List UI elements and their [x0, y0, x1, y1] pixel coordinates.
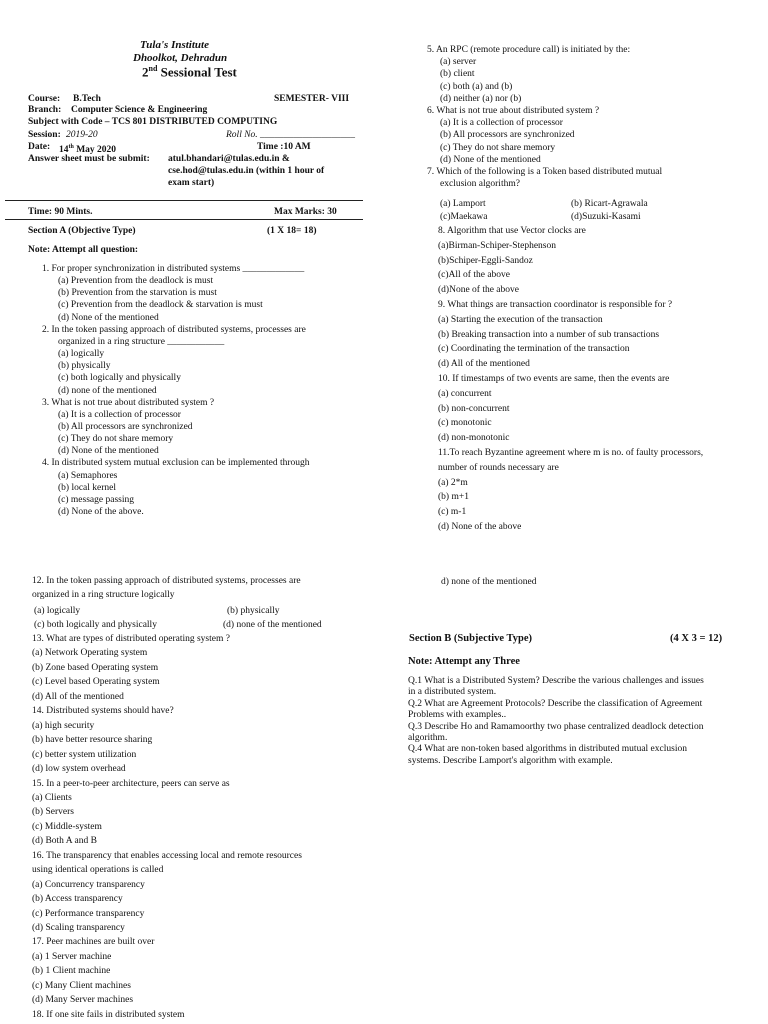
q12-option-d: (d) none of the mentioned — [223, 620, 322, 630]
question-line: (d) Both A and B — [32, 836, 97, 847]
question-line: (d) None of the mentioned — [58, 312, 159, 323]
question-line: (c) both (a) and (b) — [440, 81, 513, 92]
question-line: (b) Prevention from the starvation is must — [58, 288, 217, 299]
submit-note: exam start) — [168, 178, 215, 188]
divider-bottom — [5, 219, 363, 220]
question-line: 13. What are types of distributed operating system ? — [32, 634, 230, 644]
question-line: (c) Many Client machines — [32, 980, 131, 991]
question-line: (c) message passing — [58, 494, 134, 505]
question-line: 6. What is not true about distributed system ? — [427, 106, 600, 116]
question-line: (b) physically — [58, 361, 111, 372]
question-line: 7. Which of the following is a Token based distributed mutual — [427, 167, 663, 177]
question-line: 1. For proper synchronization in distributed systems _____________ — [42, 264, 305, 274]
question-line: 16. The transparency that enables accessing local and remote resources — [32, 850, 302, 861]
question-line: (d) None of the mentioned — [58, 446, 159, 457]
q18-option-d: d) none of the mentioned — [441, 577, 537, 587]
question-line: (b) client — [440, 69, 475, 80]
question-line: (b) have better resource sharing — [32, 735, 153, 746]
q12-option-a: (a) logically — [34, 606, 81, 616]
q7-option-b: (b) Ricart-Agrawala — [571, 199, 648, 209]
question-line: (b)Schiper-Eggli-Sandoz — [438, 255, 533, 266]
semester: SEMESTER- VIII — [274, 94, 350, 104]
question-line: 17. Peer machines are built over — [32, 937, 155, 948]
question-line: 18. If one site fails in distributed system — [32, 1009, 185, 1020]
test-title: 2nd Sessional Test — [142, 64, 237, 80]
course-value: B.Tech — [73, 94, 101, 104]
q7-option-d: (d)Suzuki-Kasami — [571, 212, 641, 222]
subject: Subject with Code – TCS 801 DISTRIBUTED COMPUTING — [28, 117, 278, 127]
date-label: Date: — [28, 142, 51, 152]
question-line: (c)All of the above — [438, 270, 511, 281]
question-line: (b) Zone based Operating system — [32, 662, 159, 673]
question-line: (d) low system overhead — [32, 764, 126, 775]
course-label: Course: — [28, 94, 61, 104]
question-line: (d) None of the above — [438, 522, 522, 532]
question-line: (a) high security — [32, 720, 95, 731]
question-line: (a) Semaphores — [58, 470, 118, 481]
section-a-title: Section A (Objective Type) — [28, 226, 136, 236]
question-line: (c) They do not share memory — [58, 434, 174, 445]
question-line: (a) server — [440, 57, 477, 68]
question-line: 5. An RPC (remote procedure call) is initiated by the: — [427, 45, 631, 55]
question-line: (b) Access transparency — [32, 894, 123, 905]
question-line: (c) Level based Operating system — [32, 677, 160, 688]
question-line: (b) non-concurrent — [438, 403, 510, 414]
question-line: organized in a ring structure logically — [32, 590, 175, 600]
submit-label: Answer sheet must be submit: — [28, 154, 150, 164]
question-line: 15. In a peer-to-peer architecture, peers can serve as — [32, 778, 230, 789]
question-line: organized in a ring structure ____________ — [58, 336, 225, 347]
institute-name: Tula's Institute — [140, 39, 209, 51]
subjective-line: algorithm. — [408, 733, 448, 743]
question-line: (d) None of the above. — [58, 507, 144, 517]
section-a-marks: (1 X 18= 18) — [267, 226, 317, 236]
section-a-note: Note: Attempt all question: — [28, 245, 139, 255]
question-line: (d) neither (a) nor (b) — [440, 93, 522, 104]
subjective-line: in a distributed system. — [408, 687, 497, 698]
question-line: using identical operations is called — [32, 865, 164, 876]
question-line: 3. What is not true about distributed system ? — [42, 397, 215, 408]
question-line: (a) Network Operating system — [32, 648, 148, 659]
question-line: (c) both logically and physically — [58, 373, 181, 384]
session-value: 2019-20 — [66, 130, 98, 140]
question-line: (c) monotonic — [438, 418, 492, 429]
divider-top — [5, 200, 363, 201]
session-label: Session: — [28, 130, 61, 140]
question-line: (c) They do not share memory — [440, 142, 556, 153]
question-line: (b) m+1 — [438, 492, 469, 503]
section-b-note: Note: Attempt any Three — [408, 656, 520, 667]
q7-option-c: (c)Maekawa — [440, 212, 488, 222]
question-line: (b) Breaking transaction into a number of sub transactions — [438, 329, 660, 340]
question-line: (d) All of the mentioned — [32, 691, 124, 702]
question-line: (c) Middle-system — [32, 821, 102, 832]
question-line: (b) All processors are synchronized — [58, 421, 193, 432]
submit-email-1: atul.bhandari@tulas.edu.in & — [168, 154, 290, 164]
q7-option-a: (a) Lamport — [440, 199, 486, 209]
duration: Time: 90 Mints. — [28, 207, 93, 217]
question-line: (a) 1 Server machine — [32, 951, 112, 962]
question-line: (c) Performance transparency — [32, 908, 145, 919]
question-line: (a) Clients — [32, 792, 72, 803]
section-b-title: Section B (Subjective Type) — [409, 633, 532, 644]
subjective-line: Q.1 What is a Distributed System? Describe the various challenges and issues — [408, 676, 704, 686]
question-line: (b) Servers — [32, 807, 74, 818]
subjective-line: Q.2 What are Agreement Protocols? Describe the classification of Agreement — [408, 698, 703, 709]
subjective-line: Q.3 Describe Ho and Ramamoorthy two phase centralized deadlock detection — [408, 721, 704, 732]
question-line: (a) It is a collection of processor — [58, 409, 181, 420]
question-line: 2. In the token passing approach of distributed systems, processes are — [42, 324, 306, 335]
question-line: (a) Concurrency transparency — [32, 879, 145, 890]
question-line: (d) All of the mentioned — [438, 359, 530, 370]
subjective-line: Q.4 What are non-token based algorithms in distributed mutual exclusion — [408, 744, 687, 755]
question-line: (c) Prevention from the deadlock & starvation is must — [58, 300, 263, 311]
question-line: (d) none of the mentioned — [58, 385, 157, 396]
question-line: (a) logically — [58, 349, 105, 360]
question-line: (b) 1 Client machine — [32, 966, 111, 977]
question-line: (d) Many Server machines — [32, 995, 134, 1006]
section-b-marks: (4 X 3 = 12) — [670, 633, 723, 644]
exam-time: Time :10 AM — [257, 142, 311, 152]
question-line: (a) concurrent — [438, 388, 492, 399]
question-line: (d) None of the mentioned — [440, 154, 541, 165]
question-line: (b) local kernel — [58, 482, 117, 493]
roll-number: Roll No. ____________________ — [226, 130, 356, 140]
q12-option-c: (c) both logically and physically — [34, 620, 157, 630]
question-line: (c) Coordinating the termination of the transaction — [438, 344, 630, 355]
subjective-line: systems. Describe Lamport's algorithm with example. — [408, 755, 613, 766]
submit-email-2: cse.hod@tulas.edu.in (within 1 hour of — [168, 166, 325, 176]
question-line: (a) It is a collection of processor — [440, 118, 563, 129]
question-line: 14. Distributed systems should have? — [32, 706, 174, 717]
question-line: (d)None of the above — [438, 285, 519, 296]
max-marks: Max Marks: 30 — [274, 207, 337, 217]
question-line: number of rounds necessary are — [438, 462, 559, 473]
question-line: (d) non-monotonic — [438, 433, 510, 444]
question-line: (c) better system utilization — [32, 749, 137, 760]
branch-label: Branch: — [28, 105, 62, 115]
q12-option-b: (b) physically — [227, 606, 280, 616]
date-value: 14th May 2020 — [59, 144, 117, 156]
question-line: 4. In distributed system mutual exclusion can be implemented through — [42, 458, 310, 469]
question-line: (a) Starting the execution of the transaction — [438, 314, 603, 325]
question-line: exclusion algorithm? — [440, 179, 520, 190]
question-line: 11.To reach Byzantine agreement where m is no. of faulty processors, — [438, 448, 704, 458]
question-line: (a)Birman-Schiper-Stephenson — [438, 240, 556, 251]
subjective-line: Problems with examples.. — [408, 710, 507, 721]
question-line: (c) m-1 — [438, 507, 467, 518]
question-line: 9. What things are transaction coordinator is responsible for ? — [438, 300, 673, 310]
question-line: (a) Prevention from the deadlock is must — [58, 276, 214, 287]
question-line: 8. Algorithm that use Vector clocks are — [438, 226, 586, 236]
question-line: 12. In the token passing approach of distributed systems, processes are — [32, 576, 301, 586]
institute-location: Dhoolkot, Dehradun — [133, 52, 228, 64]
question-line: (d) Scaling transparency — [32, 923, 125, 933]
question-line: (b) All processors are synchronized — [440, 130, 575, 141]
question-line: (a) 2*m — [438, 477, 468, 488]
branch-value: Computer Science & Engineering — [71, 105, 208, 115]
question-line: 10. If timestamps of two events are same, then the events are — [438, 374, 670, 384]
